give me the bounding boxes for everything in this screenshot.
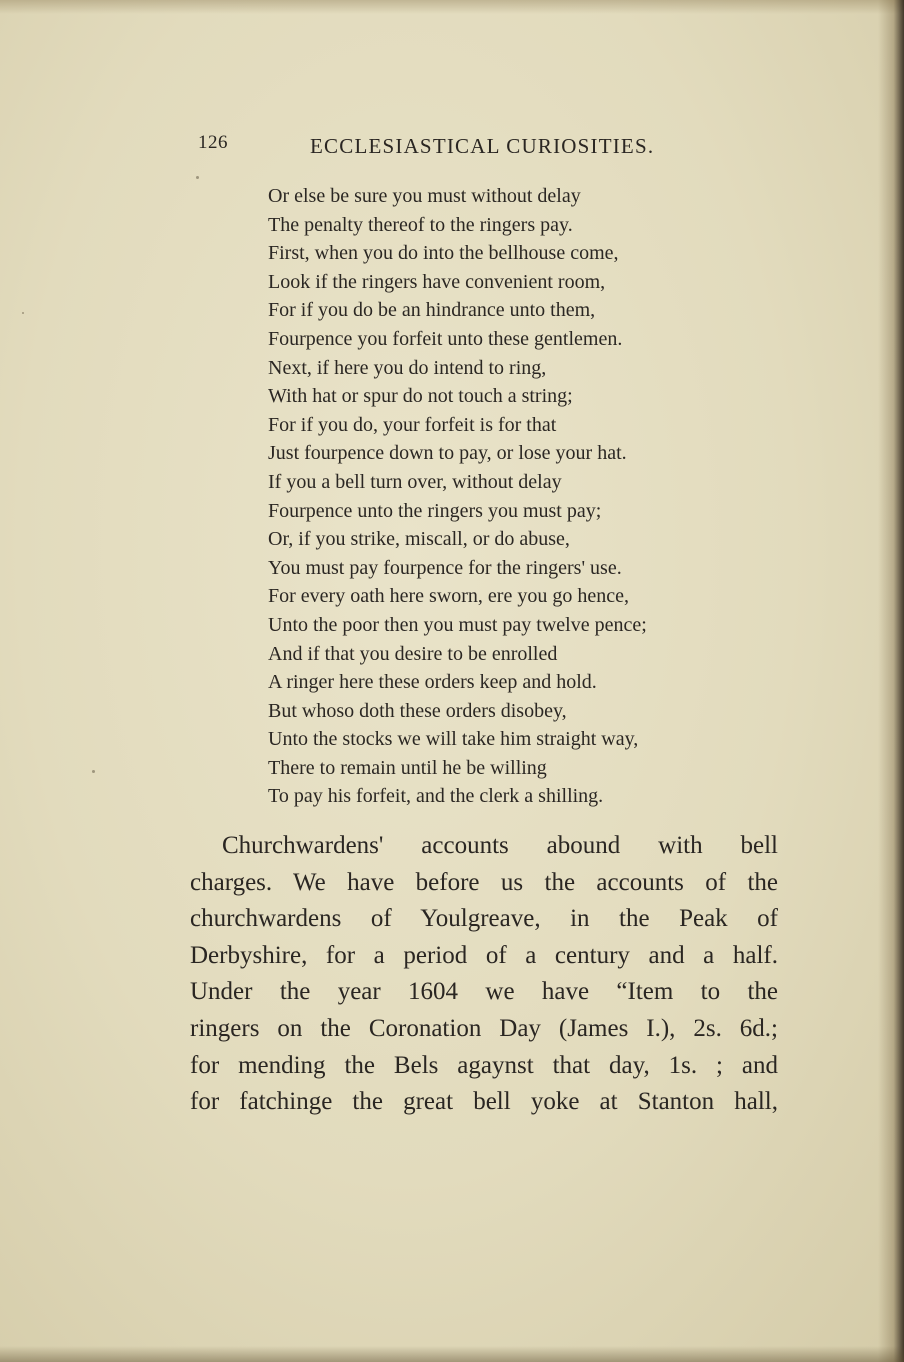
poem-line: The penalty thereof to the ringers pay. xyxy=(268,213,573,236)
poem-line: Unto the poor then you must pay twelve pence; xyxy=(268,613,647,636)
page-edge-bottom xyxy=(0,1346,904,1362)
poem-line: A ringer here these orders keep and hold. xyxy=(268,671,597,694)
paper-speck xyxy=(22,312,24,314)
page-edge-top xyxy=(0,0,904,14)
prose-line: ringers on the Coronation Day (James I.), 2s. 6d.; xyxy=(190,1014,778,1042)
poem-line: Next, if here you do intend to ring, xyxy=(268,356,547,379)
poem-line: For if you do, your forfeit is for that xyxy=(268,413,557,436)
poem-line: To pay his forfeit, and the clerk a shilling. xyxy=(268,785,604,808)
prose-line: for fatchinge the great bell yoke at Stanton hall, xyxy=(190,1088,778,1116)
poem-line: There to remain until he be willing xyxy=(268,756,547,779)
poem-line: Just fourpence down to pay, or lose your hat. xyxy=(268,442,627,465)
prose-line: Churchwardens' accounts abound with bell xyxy=(222,832,778,859)
poem xyxy=(268,182,788,811)
paper-speck xyxy=(196,176,199,179)
poem-line: Or else be sure you must without delay xyxy=(268,185,581,207)
page-edge-right xyxy=(878,0,904,1362)
poem-line: But whoso doth these orders disobey, xyxy=(268,699,567,722)
running-title: ECCLESIASTICAL CURIOSITIES. xyxy=(310,134,655,158)
poem-line: With hat or spur do not touch a string; xyxy=(268,385,573,408)
poem-line: You must pay fourpence for the ringers' use. xyxy=(268,556,622,579)
poem-line: Fourpence you forfeit unto these gentlemen. xyxy=(268,327,623,350)
paper-speck xyxy=(92,770,95,773)
poem-line: Unto the stocks we will take him straight way, xyxy=(268,728,639,751)
prose-paragraph xyxy=(190,828,778,1121)
page-number: 126 xyxy=(198,132,228,153)
prose-line: for mending the Bels agaynst that day, 1s. ; and xyxy=(190,1051,778,1079)
poem-line: For if you do be an hindrance unto them, xyxy=(268,299,596,322)
running-header xyxy=(192,132,692,162)
prose-line: Under the year 1604 we have “Item to the xyxy=(190,978,778,1006)
poem-line: If you a bell turn over, without delay xyxy=(268,470,562,493)
poem-line: For every oath here sworn, ere you go hence, xyxy=(268,585,629,608)
poem-line: Or, if you strike, miscall, or do abuse, xyxy=(268,528,570,551)
prose-line: churchwardens of Youlgreave, in the Peak of xyxy=(190,905,778,933)
poem-line: Look if the ringers have convenient room, xyxy=(268,270,606,293)
poem-line: First, when you do into the bellhouse come, xyxy=(268,242,619,265)
poem-line: And if that you desire to be enrolled xyxy=(268,642,558,665)
poem-line: Fourpence unto the ringers you must pay; xyxy=(268,499,602,522)
prose-line: Derbyshire, for a period of a century and a half. xyxy=(190,941,778,969)
prose-line: charges. We have before us the accounts of the xyxy=(190,868,778,896)
